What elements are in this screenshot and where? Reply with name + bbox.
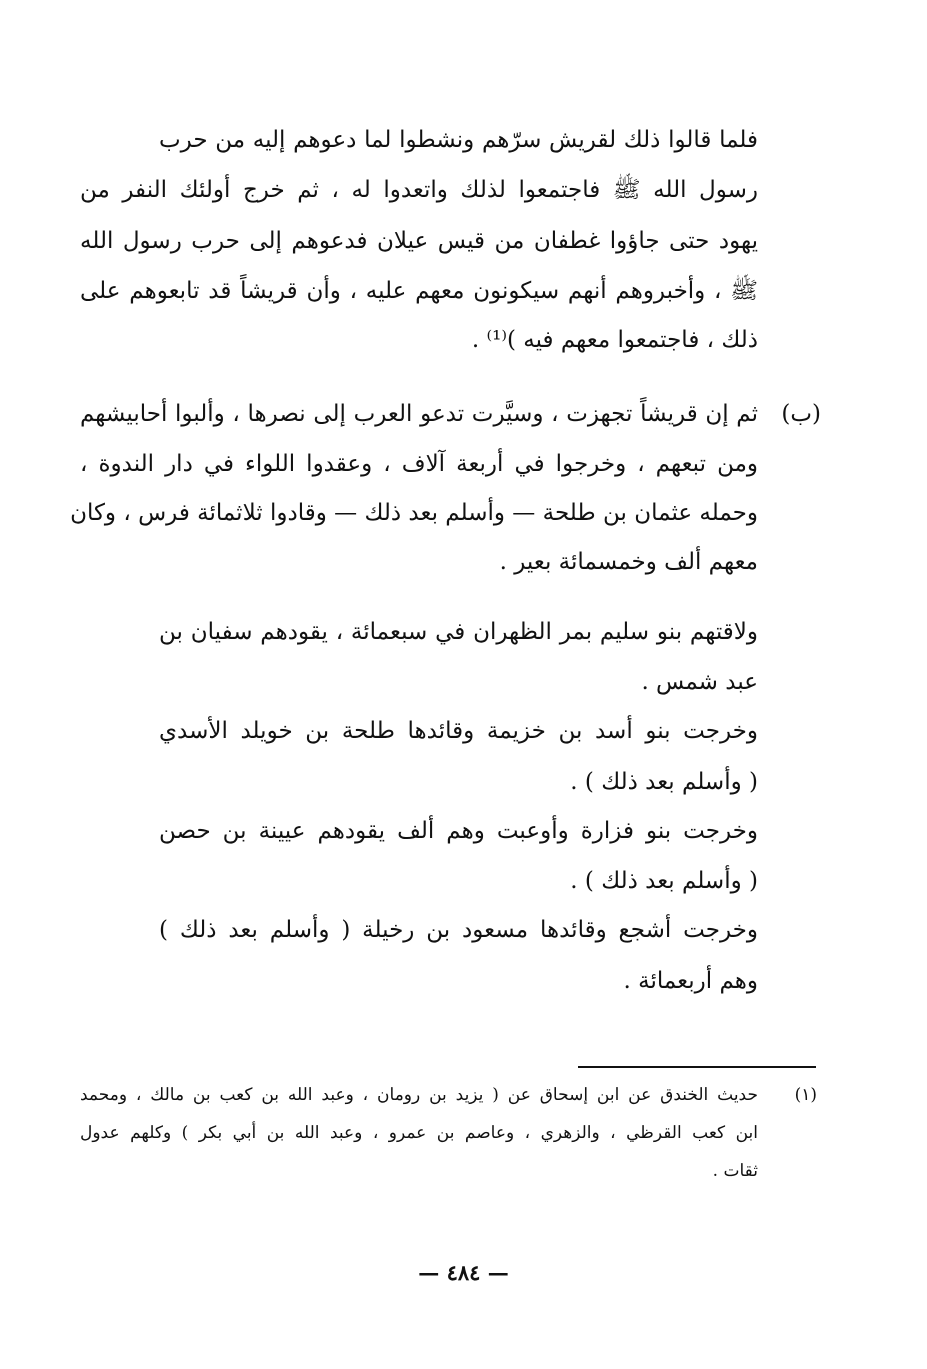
text-line: ولاقتهم بنو سليم بمر الظهران في سبعمائة ، يقودهم سفيان بن	[159, 619, 758, 645]
text-line: ومن تبعهم ، وخرجوا في أربعة آلاف ، وعقدوا اللواء في دار الندوة ،	[80, 451, 758, 477]
text-line: وهم أربعمائة .	[623, 968, 758, 994]
text-line: وخرجت بنو فزارة وأوعبت وهم ألف يقودهم عيينة بن حصن	[159, 818, 758, 844]
text-line: ﷺ ، وأخبروهم أنهم سيكونون معهم عليه ، وأن قريشاً قد تابعوهم على	[80, 278, 758, 304]
footnote-separator	[578, 1066, 816, 1068]
text-line: ذلك ، فاجتمعوا معهم فيه )⁽¹⁾ .	[471, 327, 758, 353]
text-line: عبد شمس .	[641, 669, 758, 695]
paragraph-marker: (ب)	[781, 401, 821, 427]
text-line: ( وأسلم بعد ذلك ) .	[570, 769, 758, 795]
footnote-line: ابن كعب القرظي ، والزهري ، وعاصم بن عمرو ، وعبد الله بن أبي بكر ) وكلهم عدول	[80, 1123, 758, 1143]
text-line: وخرجت أشجع وقائدها مسعود بن رخيلة ( وأسلم بعد ذلك )	[159, 917, 758, 943]
text-line: ثم إن قريشاً تجهزت ، وسيَّرت تدعو العرب إلى نصرها ، وألبوا أحابيشهم	[80, 401, 758, 427]
footnote-marker: (١)	[794, 1085, 817, 1105]
text-line: وحمله عثمان بن طلحة — وأسلم بعد ذلك — وقادوا ثلاثمائة فرس ، وكان	[70, 500, 758, 526]
text-line: وخرجت بنو أسد بن خزيمة وقائدها طلحة بن خويلد الأسدي	[159, 718, 758, 744]
text-line: معهم ألف وخمسمائة بعير .	[499, 549, 758, 575]
text-line: يهود حتى جاؤوا غطفان من قيس عيلان فدعوهم إلى حرب رسول الله	[80, 228, 758, 254]
text-line: فلما قالوا ذلك لقريش سرّهم ونشطوا لما دعوهم إليه من حرب	[159, 127, 758, 153]
page-number: — ٤٨٤ —	[418, 1260, 509, 1285]
footnote-line: ثقات .	[712, 1161, 758, 1181]
footnote-line: حديث الخندق عن ابن إسحاق عن ( يزيد بن رومان ، وعبد الله بن كعب بن مالك ، ومحمد	[80, 1085, 758, 1105]
text-line: رسول الله ﷺ فاجتمعوا لذلك واتعدوا له ، ثم خرج أولئك النفر من	[80, 177, 758, 203]
text-line: ( وأسلم بعد ذلك ) .	[570, 868, 758, 894]
